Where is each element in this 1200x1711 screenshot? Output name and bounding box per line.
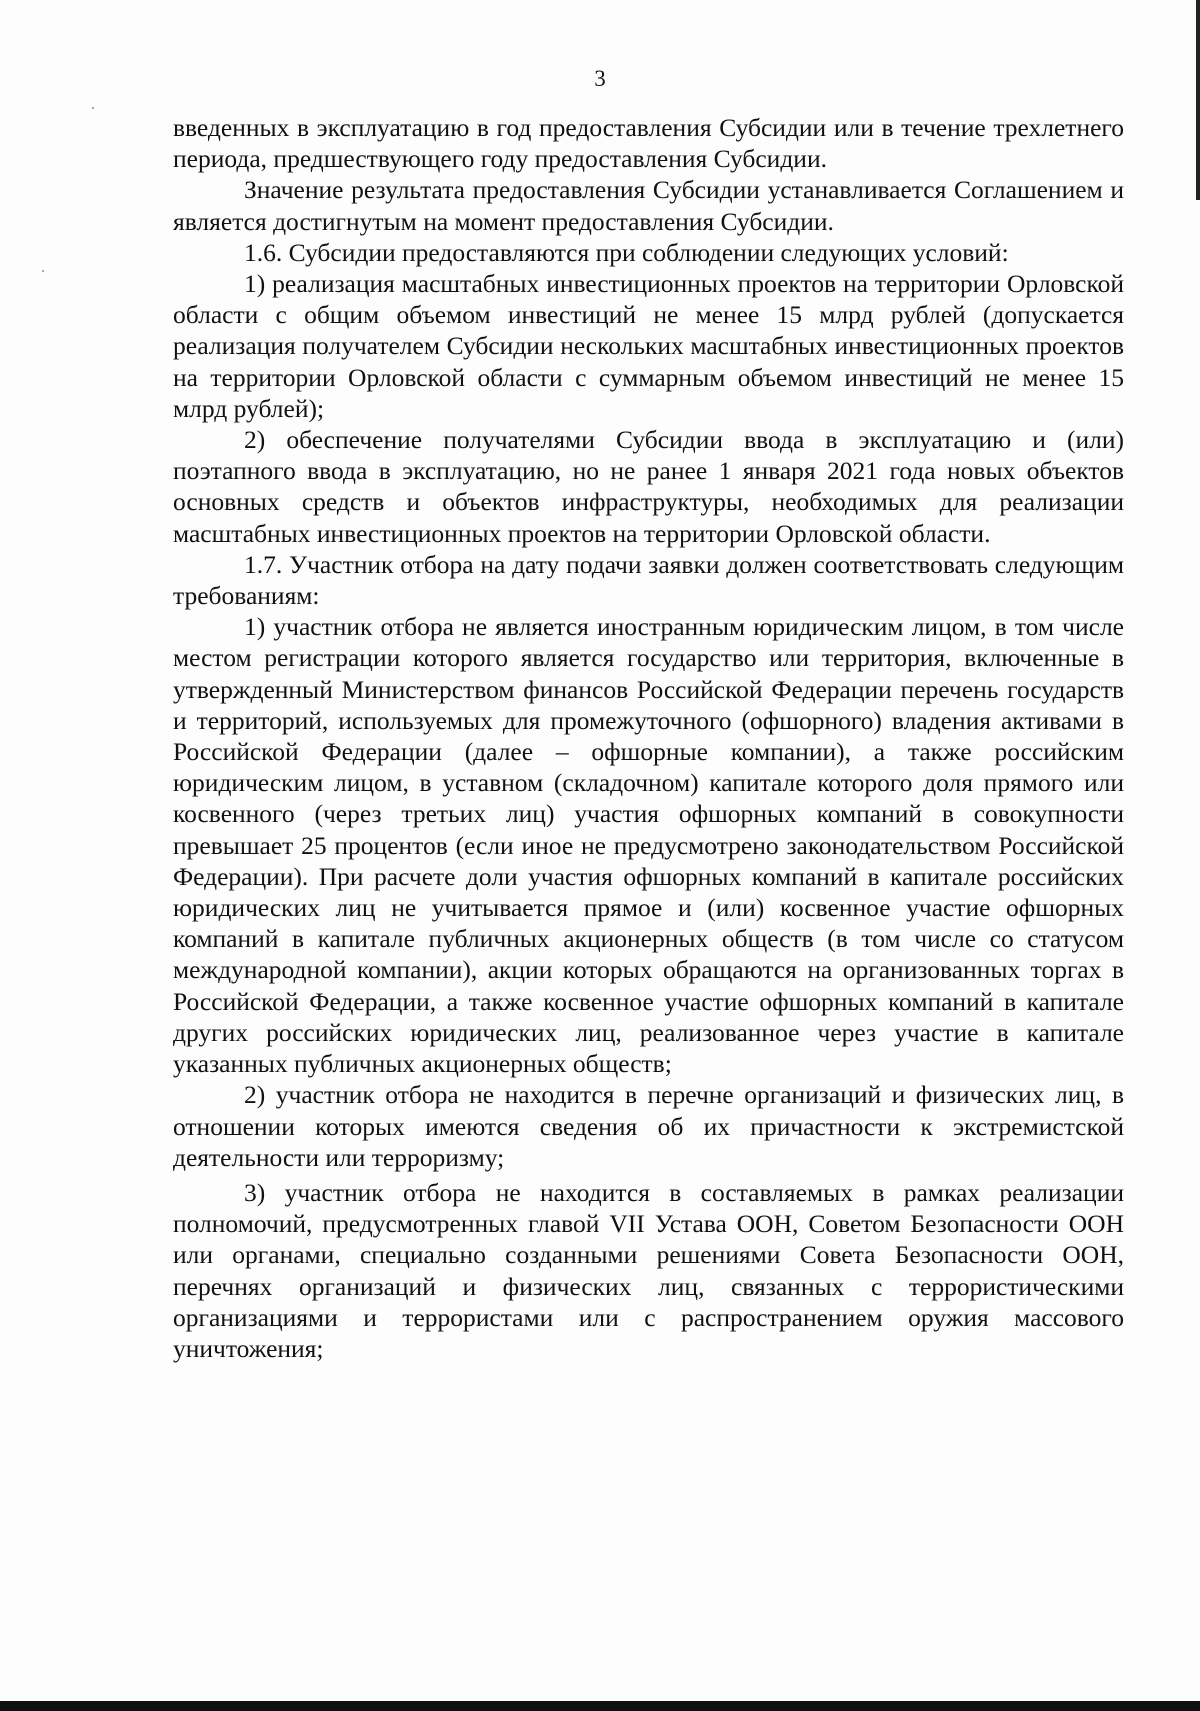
paragraph-1-7: 1.7. Участник отбора на дату подачи заявки должен соответствовать следующим требованиям: xyxy=(173,549,1124,611)
paragraph-1-6-item-1: 1) реализация масштабных инвестиционных проектов на территории Орловской области с общим объемом инвестиций не менее 15 млрд рублей (допускается реализация получателем Субсидии нескольких масштабных инвестиционных проектов на территории Орловской области с суммарным объемом инвестиций не менее 15 млрд рублей); xyxy=(173,269,1124,423)
scan-speck xyxy=(92,107,94,109)
paragraph-1-6-item-2: 2) обеспечение получателями Субсидии ввода в эксплуатацию и (или) поэтапного ввода в эксплуатацию, но не ранее 1 января 2021 года новых объектов основных средств и объектов инфраструктуры, необходимых для реализации масштабных инвестиционных проектов на территории Орловской области. xyxy=(173,425,1124,548)
paragraph-1-6: 1.6. Субсидии предоставляются при соблюдении следующих условий: xyxy=(244,237,1009,267)
scan-speck xyxy=(42,270,44,272)
paragraph-continuation: введенных в эксплуатацию в год предоставления Субсидии или в течение трехлетнего периода, предшествующего году предоставления Субсидии. xyxy=(173,113,1124,174)
paragraph-1-7-item-2: 2) участник отбора не находится в перечне организаций и физических лиц, в отношении которых имеются сведения об их причастности к экстремистской деятельности или терроризму; xyxy=(173,1080,1124,1172)
scan-edge-right xyxy=(1196,0,1200,200)
paragraph-result-value: Значение результата предоставления Субсидии устанавливается Соглашением и является достигнутым на момент предоставления Субсидии. xyxy=(173,175,1124,236)
document-body xyxy=(173,112,1124,1364)
paragraph-1-7-item-3: 3) участник отбора не находится в составляемых в рамках реализации полномочий, предусмотренных главой VII Устава ООН, Советом Безопасности ООН или органами, специально созданными решениями Совета Безопасности ООН, перечнях организаций и физических лиц, связанных с террористическими организациями и террористами или с распространением оружия массового уничтожения; xyxy=(173,1177,1124,1363)
paragraph-1-7-item-1: 1) участник отбора не является иностранным юридическим лицом, в том числе местом регистрации которого является государство или территория, включенные в утвержденный Министерством финансов Российской Федерации перечень государств и территорий, используемых для промежуточного (офшорного) владения активами в Российской Федерации (далее – офшорные компании), а также российским юридическим лицом, в уставном (складочном) капитале которого доля прямого или косвенного (через третьих лиц) участия офшорных компаний в совокупности превышает 25 процентов (если иное не предусмотрено законодательством Российской Федерации). При расчете доли участия офшорных компаний в капитале российских юридических лиц не учитывается прямое и (или) косвенное участие офшорных компаний в капитале публичных акционерных обществ (в том числе со статусом международной компании), акции которых обращаются на организованных торгах в Российской Федерации, а также косвенное участие офшорных компаний в капитале других российских юридических лиц, реализованное через участие в капитале указанных публичных акционерных обществ; xyxy=(173,612,1124,1079)
scan-edge-bottom xyxy=(0,1701,1200,1711)
page-number: 3 xyxy=(594,66,606,91)
